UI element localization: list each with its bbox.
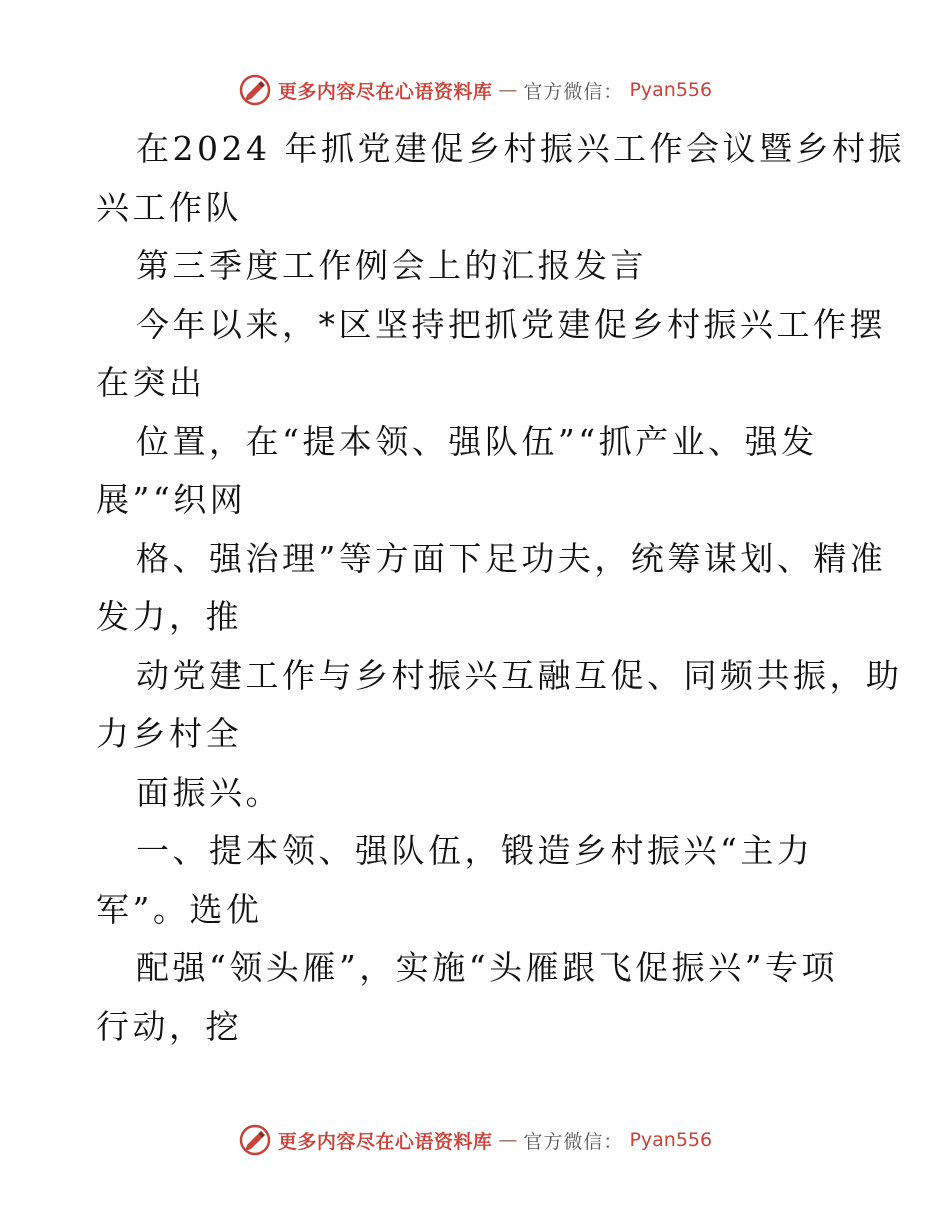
text-line: 面振兴。	[136, 772, 282, 812]
text-line: 发力，推	[96, 597, 242, 636]
text-line: 力乡村全	[96, 714, 242, 753]
banner-text: 更多内容尽在心语资料库	[277, 1130, 493, 1153]
banner-account: Pyan556	[629, 79, 713, 101]
banner-label: 官方微信：	[523, 80, 624, 103]
text-line: 在2024 年抓党建促乡村振兴工作会议暨乡村振	[136, 129, 905, 168]
text-line: 动党建工作与乡村振兴互融互促、同频共振，助	[136, 655, 903, 695]
banner-dash: —	[498, 1129, 518, 1151]
banner-account: Pyan556	[629, 1129, 713, 1151]
banner-dash: —	[498, 79, 518, 101]
text-line: 格、强治理”等方面下足功夫，统筹谋划、精准	[136, 538, 887, 578]
text-line: 兴工作队	[96, 187, 242, 227]
logo-icon	[238, 1123, 272, 1157]
header-banner	[0, 70, 950, 110]
text-line: 在突出	[96, 363, 206, 402]
text-line: 位置，在“提本领、强队伍”“抓产业、强发	[136, 421, 818, 461]
document-body	[96, 120, 905, 1056]
text-line: 展”“织网	[96, 480, 247, 519]
text-line: 一、提本领、强队伍，锻造乡村振兴“主力	[136, 831, 814, 870]
banner-label: 官方微信：	[523, 1130, 624, 1153]
logo-icon	[238, 73, 272, 107]
text-line: 军”。选优	[96, 889, 263, 929]
text-line: 行动，挖	[96, 1006, 242, 1046]
footer-banner	[0, 1120, 950, 1160]
text-line: 第三季度工作例会上的汇报发言	[136, 246, 647, 285]
text-line: 今年以来，*区坚持把抓党建促乡村振兴工作摆	[136, 304, 886, 344]
banner-text: 更多内容尽在心语资料库	[277, 80, 493, 103]
text-line: 配强“领头雁”，实施“头雁跟飞促振兴”专项	[136, 948, 838, 987]
